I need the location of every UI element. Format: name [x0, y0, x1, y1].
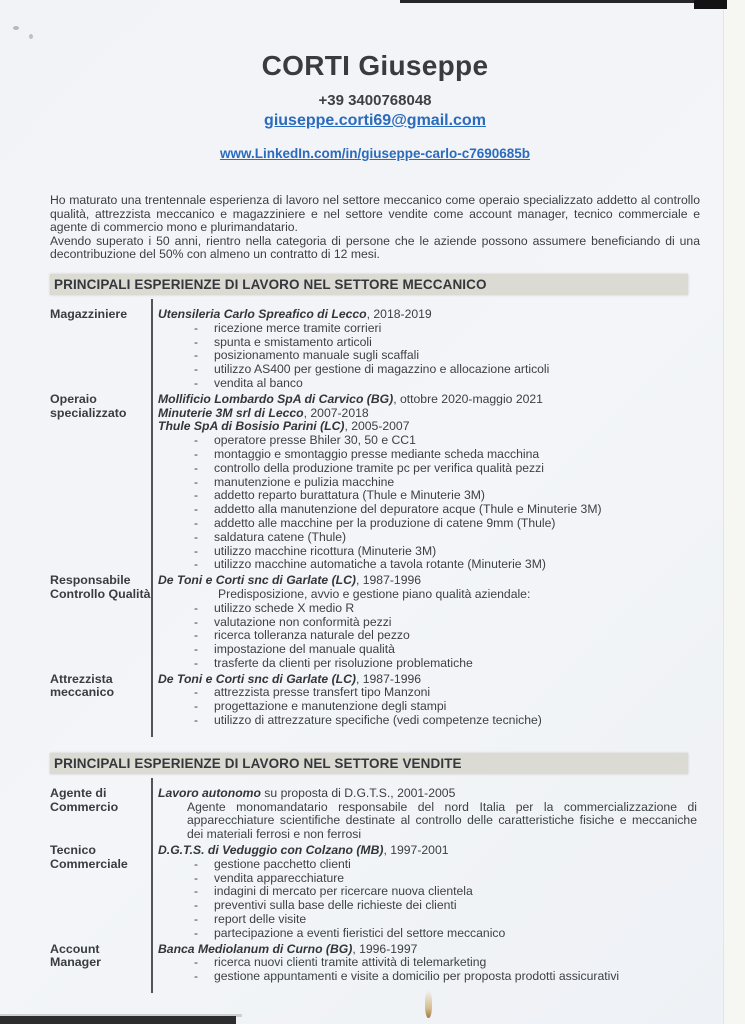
bullet-text: addetto reparto burattatura (Thule e Minuterie 3M) — [214, 488, 485, 503]
company-name: De Toni e Corti snc di Garlate (LC) — [158, 671, 356, 686]
bullet-dash: - — [194, 642, 199, 657]
role-label: Responsabile Controllo Qualità — [50, 573, 151, 601]
role-label: Attrezzista meccanico — [50, 671, 115, 700]
bullet-item — [158, 643, 700, 657]
bullet-item — [158, 885, 700, 899]
bullet-text: addetto alla manutenzione del depuratore acque (Thule e Minuterie 3M) — [214, 502, 602, 517]
bullet-text: trasferte da clienti per risoluzione problematiche — [214, 655, 473, 670]
entry-heading — [158, 420, 700, 434]
bullet-dash: - — [194, 628, 199, 643]
bullet-dash: - — [194, 884, 199, 899]
bullet-text: montaggio e smontaggio presse mediante scheda macchina — [214, 446, 540, 461]
bullet-item — [158, 602, 700, 616]
bullet-dash: - — [194, 515, 199, 530]
bullet-dash: - — [194, 474, 199, 489]
bullet-text: partecipazione a eventi fieristici del settore meccanico — [214, 925, 506, 940]
bullet-item — [158, 531, 700, 545]
role-content — [151, 572, 700, 671]
role-label: Agente di Commercio — [50, 785, 119, 814]
role-label: Magazziniere — [50, 306, 128, 321]
bullet-item — [158, 872, 700, 886]
role-content — [151, 671, 700, 737]
experience-row — [50, 778, 700, 842]
company-name: Utensileria Carlo Spreafico di Lecco — [158, 306, 367, 321]
bullet-text: gestione appuntamenti e visite a domicilio per proposta prodotti assicurativi — [214, 969, 620, 984]
bullet-item — [158, 363, 700, 377]
company-name: Mollificio Lombardo SpA di Carvico (BG) — [158, 391, 394, 406]
bullet-dash: - — [194, 955, 199, 970]
entry-heading — [158, 393, 700, 407]
bullet-text: report delle visite — [214, 912, 307, 927]
entry-period: , 1987-1996 — [355, 671, 422, 686]
bullet-item — [158, 629, 700, 643]
bullet-item — [158, 956, 700, 970]
bullet-item — [158, 434, 700, 448]
bullet-text: impostazione del manuale qualità — [214, 642, 395, 657]
bullet-item — [158, 462, 700, 476]
phone-number: +39 3400768048 — [318, 92, 432, 109]
cv-content — [50, 0, 700, 993]
entry-period: , 1996-1997 — [352, 941, 418, 956]
bullet-text: vendita al banco — [214, 375, 303, 390]
bullet-dash: - — [194, 713, 199, 728]
bullet-text: spunta e smistamento articoli — [214, 334, 372, 349]
bullet-text: utilizzo macchine ricottura (Minuterie 3M) — [214, 543, 437, 558]
email-line — [50, 111, 700, 131]
entry-heading — [158, 308, 700, 322]
scan-smudge-icon — [13, 26, 19, 30]
role-label: Tecnico Commerciale — [50, 843, 128, 871]
company-name: Thule SpA di Bosisio Parini (LC) — [158, 419, 345, 434]
bullet-dash: - — [194, 557, 199, 572]
bullet-text: valutazione non conformità pezzi — [214, 614, 392, 629]
entry-period: , 2007-2018 — [303, 405, 369, 420]
entry-heading — [158, 574, 700, 588]
bullet-text: addetto alle macchine per la produzione di catene 9mm (Thule) — [214, 515, 556, 530]
page-title: CORTI Giuseppe — [261, 50, 489, 81]
experience-row — [50, 299, 700, 391]
bullet-dash: - — [194, 912, 199, 927]
bullet-item — [158, 927, 700, 941]
bullet-text: vendita apparecchiature — [214, 870, 345, 885]
bullet-item — [158, 858, 700, 872]
bullet-text: utilizzo AS400 per gestione di magazzino e allocazione articoli — [214, 362, 550, 377]
scan-artifact-bottom-fade — [0, 1014, 242, 1017]
experience-table — [50, 778, 700, 993]
email-link[interactable]: giuseppe.corti69@gmail.com — [264, 112, 486, 129]
bullet-dash: - — [194, 543, 199, 558]
bullet-text: saldatura catene (Thule) — [214, 529, 347, 544]
bullet-text: operatore presse Bhiler 30, 50 e CC1 — [214, 433, 416, 448]
company-name: Banca Mediolanum di Curno (BG) — [158, 941, 353, 956]
entry-period: , 1997-2001 — [383, 843, 449, 858]
experience-section — [50, 274, 700, 737]
linkedin-link[interactable]: www.LinkedIn.com/in/giuseppe-carlo-c7690685b — [219, 146, 531, 161]
bullet-dash: - — [194, 529, 199, 544]
bullet-dash: - — [194, 685, 199, 700]
company-name: Minuterie 3M srl di Lecco — [158, 405, 304, 420]
bullet-item — [158, 714, 700, 728]
bullet-dash: - — [194, 460, 199, 475]
section-header-bar — [50, 274, 688, 295]
bullet-item — [158, 700, 700, 714]
entry-period: su proposta di D.G.T.S., 2001-2005 — [260, 785, 456, 800]
role-label: Operaio specializzato — [50, 391, 127, 420]
role-content — [151, 842, 700, 941]
entry-period: , ottobre 2020-maggio 2021 — [393, 391, 543, 406]
bullet-dash: - — [194, 699, 199, 714]
entry-heading — [158, 943, 700, 957]
bullet-text: ricezione merce tramite corrieri — [214, 320, 382, 335]
entry-period: , 2018-2019 — [366, 306, 432, 321]
bullet-text: ricerca nuovi clienti tramite attività di telemarketing — [214, 955, 487, 970]
linkedin-line — [50, 146, 700, 162]
bullet-item — [158, 657, 700, 671]
bullet-dash: - — [194, 320, 199, 335]
bullet-dash: - — [194, 614, 199, 629]
bullet-item — [158, 616, 700, 630]
bullet-text: manutenzione e pulizia macchine — [214, 474, 395, 489]
company-name: De Toni e Corti snc di Garlate (LC) — [158, 573, 356, 588]
bullet-text: controllo della produzione tramite pc per verifica qualità pezzi — [214, 460, 544, 475]
bullet-item — [158, 970, 700, 984]
bullet-dash: - — [194, 898, 199, 913]
section-header-bar — [50, 753, 688, 774]
bullet-item — [158, 489, 700, 503]
entry-heading — [158, 407, 700, 421]
experience-table — [50, 299, 700, 737]
bullet-dash: - — [194, 362, 199, 377]
role-content — [151, 941, 700, 993]
role-content — [151, 391, 700, 572]
scan-edge-right-band — [723, 0, 745, 1024]
scan-smudge-icon — [29, 34, 33, 39]
bullet-dash: - — [194, 375, 199, 390]
scan-artifact-bottom-strip — [0, 1016, 236, 1024]
bullet-item — [158, 558, 700, 572]
entry-period: , 2005-2007 — [344, 419, 410, 434]
scan-stain-icon — [425, 990, 432, 1018]
bullet-text: utilizzo di attrezzature specifiche (vedi competenze tecniche) — [214, 713, 542, 728]
section-title: PRINCIPALI ESPERIENZE DI LAVORO NEL SETTORE VENDITE — [54, 755, 462, 771]
role-label: Account Manager — [50, 941, 101, 970]
role-content — [151, 299, 700, 391]
experience-row — [50, 671, 700, 737]
bullet-dash: - — [194, 334, 199, 349]
bullet-dash: - — [194, 433, 199, 448]
intro-paragraph-2: Avendo superato i 50 anni, rientro nella categoria di persone che le aziende possono assumere beneficiando di una decontribuzione del 50% con almeno un contratto di 12 mesi. — [50, 233, 700, 262]
bullet-text: gestione pacchetto clienti — [214, 856, 351, 871]
bullet-item — [158, 448, 700, 462]
intro-paragraph-1: Ho maturato una trentennale esperienza di lavoro nel settore meccanico come operaio specializzato addetto al controllo qualità, attrezzista meccanico e magazziniere e nel settore vendite come account manager, tecnico commerciale e agente di commercio mono e plurimandatario. — [50, 193, 700, 235]
bullet-item — [158, 686, 700, 700]
bullet-item — [158, 349, 700, 363]
bullet-item — [158, 322, 700, 336]
experience-row — [50, 842, 700, 941]
bullet-text: indagini di mercato per ricercare nuova clientela — [214, 884, 473, 899]
entry-heading — [158, 673, 700, 687]
experience-section — [50, 753, 700, 993]
bullet-dash: - — [194, 870, 199, 885]
bullet-item — [158, 503, 700, 517]
bullet-item — [158, 336, 700, 350]
bullet-text: utilizzo schede X medio R — [214, 600, 355, 615]
bullet-text: preventivi sulla base delle richieste dei clienti — [214, 898, 457, 913]
role-content — [151, 778, 700, 842]
bullet-item — [158, 476, 700, 490]
bullet-dash: - — [194, 600, 199, 615]
bullet-dash: - — [194, 925, 199, 940]
bullet-text: progettazione e manutenzione degli stampi — [214, 699, 447, 714]
bullet-dash: - — [194, 446, 199, 461]
bullet-text: posizionamento manuale sugli scaffali — [214, 348, 420, 363]
bullet-dash: - — [194, 348, 199, 363]
bullet-dash: - — [194, 502, 199, 517]
bullet-item — [158, 377, 700, 391]
section-title: PRINCIPALI ESPERIENZE DI LAVORO NEL SETTORE MECCANICO — [54, 276, 487, 292]
entry-paragraph: Agente monomandatario responsabile del nord Italia per la commercializzazione di apparecchiature scientifiche destinate al controllo delle caratteristiche fisiche e meccaniche dei materiali ferrosi e non ferrosi — [187, 799, 697, 842]
bullet-dash: - — [194, 488, 199, 503]
entry-heading — [158, 787, 700, 801]
bullet-item — [158, 899, 700, 913]
bullet-item — [158, 913, 700, 927]
entry-note: Predisposizione, avvio e gestione piano qualità aziendale: — [218, 586, 531, 601]
entry-period: , 1987-1996 — [355, 573, 422, 588]
bullet-dash: - — [194, 856, 199, 871]
experience-row — [50, 941, 700, 993]
experience-row — [50, 572, 700, 671]
bullet-text: utilizzo macchine automatiche a tavola rotante (Minuterie 3M) — [214, 557, 546, 572]
intro-summary — [50, 194, 700, 262]
company-name: Lavoro autonomo — [158, 785, 261, 800]
company-name: D.G.T.S. di Veduggio con Colzano (MB) — [158, 843, 384, 858]
bullet-text: attrezzista presse transfert tipo Manzoni — [214, 685, 431, 700]
sections — [50, 274, 700, 993]
bullet-item — [158, 545, 700, 559]
experience-row — [50, 391, 700, 572]
entry-heading — [158, 844, 700, 858]
bullet-item — [158, 517, 700, 531]
bullet-dash: - — [194, 655, 199, 670]
bullet-text: ricerca tolleranza naturale del pezzo — [214, 628, 410, 643]
bullet-dash: - — [194, 969, 199, 984]
